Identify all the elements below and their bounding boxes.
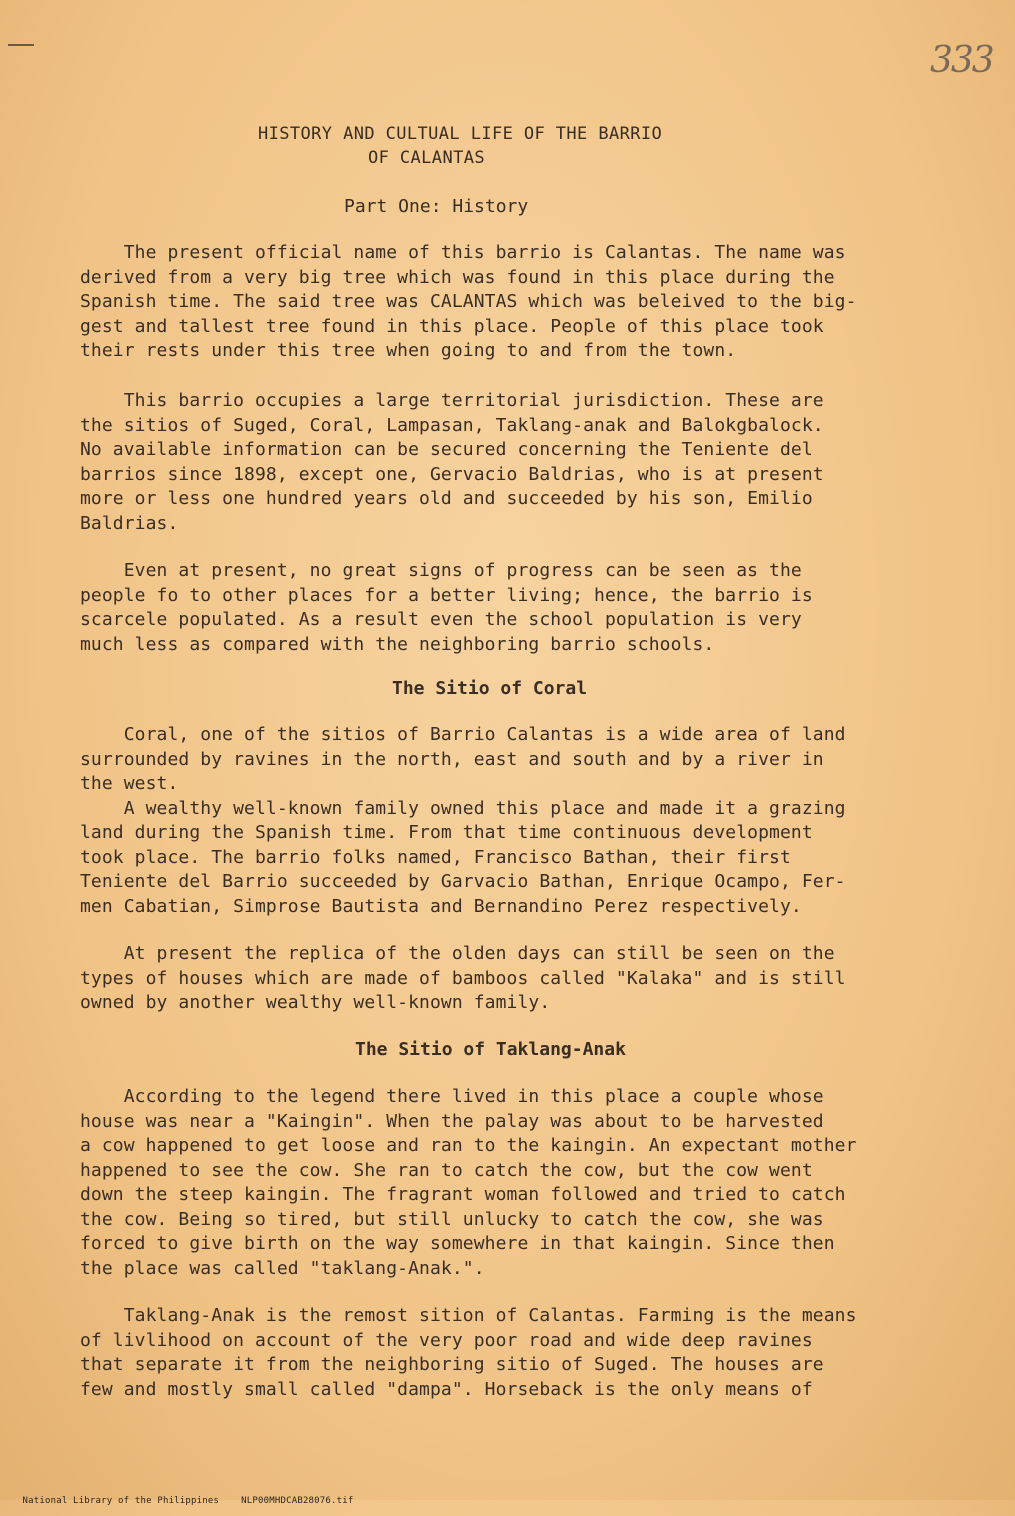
document-title-line-2: OF CALANTAS [368,148,485,168]
section-heading-taklang-anak: The Sitio of Taklang-Anak [355,1039,626,1060]
text-line: Even at present, no great signs of progress can be seen as the [80,560,802,581]
text-line: men Cabatian, Simprose Bautista and Bernandino Perez respectively. [80,895,802,917]
text-line: of livlihood on account of the very poor road and wide deep ravines [80,1329,813,1351]
paragraph-jurisdiction [80,389,940,536]
document-title-line-1: HISTORY AND CULTUAL LIFE OF THE BARRIO [258,124,663,144]
text-line: Taklang-Anak is the remost sition of Calantas. Farming is the means [80,1305,857,1326]
paragraph-replica [80,942,940,1016]
text-line: few and mostly small called "dampa". Horseback is the only means of [80,1378,813,1400]
text-line: At present the replica of the olden days can still be seen on the [80,943,835,964]
text-line: No available information can be secured concerning the Teniente del [80,439,813,460]
text-line: derived from a very big tree which was found in this place during the [80,266,835,288]
text-line: scarcele populated. As a result even the school population is very [80,609,802,630]
text-line: a cow happened to get loose and ran to the kaingin. An expectant mother [80,1135,857,1156]
margin-mark [8,44,34,46]
text-line: their rests under this tree when going to and from the town. [80,340,737,361]
text-line: According to the legend there lived in this place a couple whose [80,1086,824,1107]
text-line: Teniente del Barrio succeeded by Garvacio Bathan, Enrique Ocampo, Fer- [80,871,846,892]
text-line: A wealthy well-known family owned this place and made it a grazing [80,797,846,819]
text-line: the west. [80,773,179,794]
text-line: The present official name of this barrio is Calantas. The name was [80,242,846,263]
part-title: Part One: History [344,196,529,217]
text-line: took place. The barrio folks named, Francisco Bathan, their first [80,846,791,868]
text-line: Spanish time. The said tree was CALANTAS which was beleived to the big- [80,291,857,312]
text-line: barrios since 1898, except one, Gervacio Baldrias, who is at present [80,463,824,485]
paragraph-coral [80,723,940,919]
text-line: land during the Spanish time. From that time continuous development [80,822,813,843]
text-line: people fo to other places for a better living; hence, the barrio is [80,584,813,606]
footer-filename: NLP00MHDCAB28076.tif [241,1496,354,1506]
text-line: happened to see the cow. She ran to catch the cow, but the cow went [80,1159,813,1181]
text-line: that separate it from the neighboring sitio of Suged. The houses are [80,1354,824,1375]
text-line: the cow. Being so tired, but still unlucky to catch the cow, she was [80,1208,824,1230]
paragraph-name-origin [80,241,940,364]
text-line: owned by another wealthy well-known family. [80,992,551,1013]
text-line: types of houses which are made of bamboos called "Kalaka" and is still [80,967,846,989]
paragraph-legend [80,1085,940,1281]
page-number: 333 [930,40,993,81]
text-line: gest and tallest tree found in this place. People of this place took [80,315,824,337]
text-line: Baldrias. [80,512,179,534]
text-line: house was near a "Kaingin". When the palay was about to be harvested [80,1110,824,1132]
text-line: much less as compared with the neighboring barrio schools. [80,633,715,655]
footer-institution: National Library of the Philippines [22,1496,220,1506]
text-line: Coral, one of the sitios of Barrio Calantas is a wide area of land [80,724,846,745]
paragraph-taklang-anak [80,1304,940,1402]
scan-footer [0,1486,376,1516]
text-line: surrounded by ravines in the north, east and south and by a river in [80,748,824,770]
text-line: more or less one hundred years old and succeeded by his son, Emilio [80,488,813,509]
text-line: forced to give birth on the way somewhere in that kaingin. Since then [80,1233,835,1254]
section-heading-coral: The Sitio of Coral [392,678,588,699]
text-line: This barrio occupies a large territorial jurisdiction. These are [80,390,824,411]
text-line: down the steep kaingin. The fragrant woman followed and tried to catch [80,1184,846,1205]
paragraph-progress [80,559,940,657]
text-line: the sitios of Suged, Coral, Lampasan, Taklang-anak and Balokgbalock. [80,414,824,436]
text-line: the place was called "taklang-Anak.". [80,1257,485,1279]
